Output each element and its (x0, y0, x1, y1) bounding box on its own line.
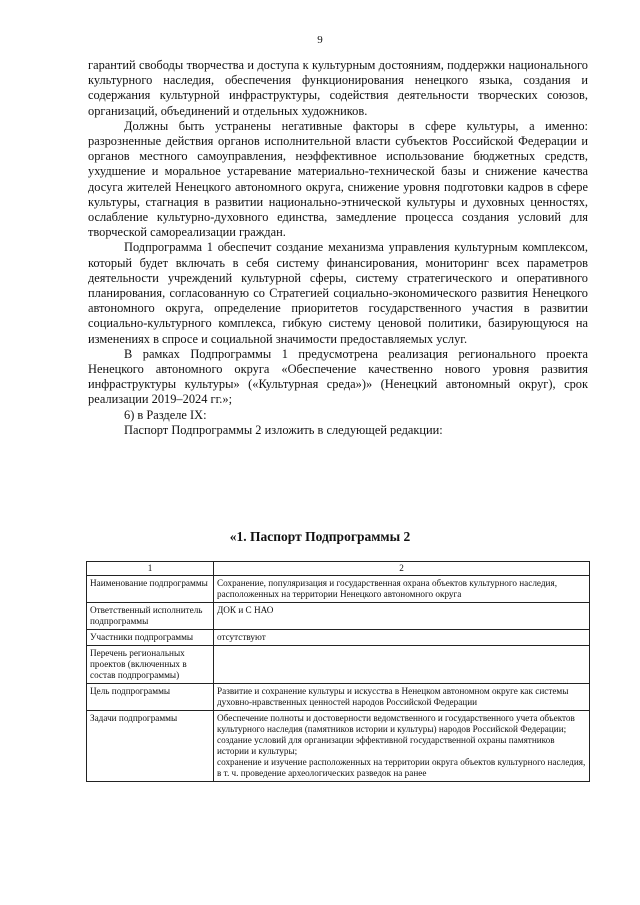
paragraph: 6) в Разделе IX: (124, 407, 207, 422)
row-label: Перечень региональных проектов (включенных в состав подпрограммы) (87, 646, 214, 684)
page-number: 9 (317, 34, 323, 46)
row-label: Наименование подпрограммы (87, 576, 214, 603)
column-header: 2 (214, 562, 590, 576)
table-row (87, 646, 590, 684)
section-title: «1. Паспорт Подпрограммы 2 (229, 529, 411, 544)
table-row (87, 684, 590, 711)
row-value: Сохранение, популяризация и государственная охрана объектов культурного наследия, расположенных на территории Ненецкого автономного округа (214, 576, 590, 603)
body-text (88, 58, 588, 438)
paragraph: гарантий свободы творчества и доступа к культурным достояниям, поддержки национального культурного наследия, обеспечения функционирования ненецкого языка, создания и содержания культурной инфраструктуры, содействия деятельности творческих союзов, организаций, объединений и отдельных художников. (88, 58, 588, 118)
column-header: 1 (87, 562, 214, 576)
row-label: Цель подпрограммы (87, 684, 214, 711)
row-label: Ответственный исполнитель подпрограммы (87, 603, 214, 630)
row-value: отсутствуют (214, 630, 590, 646)
passport-table-body (87, 576, 590, 782)
row-label: Задачи подпрограммы (87, 711, 214, 782)
row-value: Развитие и сохранение культуры и искусства в Ненецком автономном округе как системы духовно-нравственных ценностей народов Российской Федерации (214, 684, 590, 711)
table-row (87, 576, 590, 603)
paragraph: В рамках Подпрограммы 1 предусмотрена реализация регионального проекта Ненецкого автономного округа «Обеспечение качественно нового уровня развития инфраструктуры культуры» («Культурная среда»)» (Ненецкий автономный округ), срок реализации 2019–2024 гг.»; (88, 346, 588, 407)
table-row (87, 603, 590, 630)
paragraph: Должны быть устранены негативные факторы в сфере культуры, а именно: разрозненные действия органов исполнительной власти субъектов Российской Федерации и органов местного самоуправления, неэффективное использование бюджетных средств, ухудшение и моральное устаревание материально-технической базы и снижение качества досуга жителей Ненецкого автономного округа, снижение уровня подготовки кадров в сфере культуры, стагнация в развитии национально-этнической культуры и духовных ценностях, ослабление культурно-духовного единства, замедление процесса создания условий для творческой самореализации граждан. (88, 118, 588, 240)
row-value (214, 646, 590, 684)
table-header-row (87, 562, 590, 576)
row-value: ДОК и С НАО (214, 603, 590, 630)
passport-table (86, 561, 590, 782)
row-label: Участники подпрограммы (87, 630, 214, 646)
table-row (87, 630, 590, 646)
table-row (87, 711, 590, 782)
paragraph: Паспорт Подпрограммы 2 изложить в следующей редакции: (124, 422, 443, 437)
row-value: Обеспечение полноты и достоверности ведомственного и государственного учета объектов культурного наследия (памятников истории и культуры) народов Российской Федерации; создание условий для организации эффективной государственной охраны памятников истории и культуры; сохранение и изучение расположенных на территории округа объектов культурного наследия, в т. ч. проведение археологических разведок на ранее (214, 711, 590, 782)
paragraph: Подпрограмма 1 обеспечит создание механизма управления культурным комплексом, который будет включать в себя систему финансирования, мониторинг всех параметров деятельности учреждений культурной сферы, систему стратегического и оперативного планирования, согласованную со Стратегией социально-экономического развития Ненецкого автономного округа, определение приоритетов государственного участия в развитии социально-культурного комплекса, гибкую систему ценовой политики, базирующуюся на изменениях в спросе и социальной значимости предоставляемых услуг. (88, 240, 588, 346)
